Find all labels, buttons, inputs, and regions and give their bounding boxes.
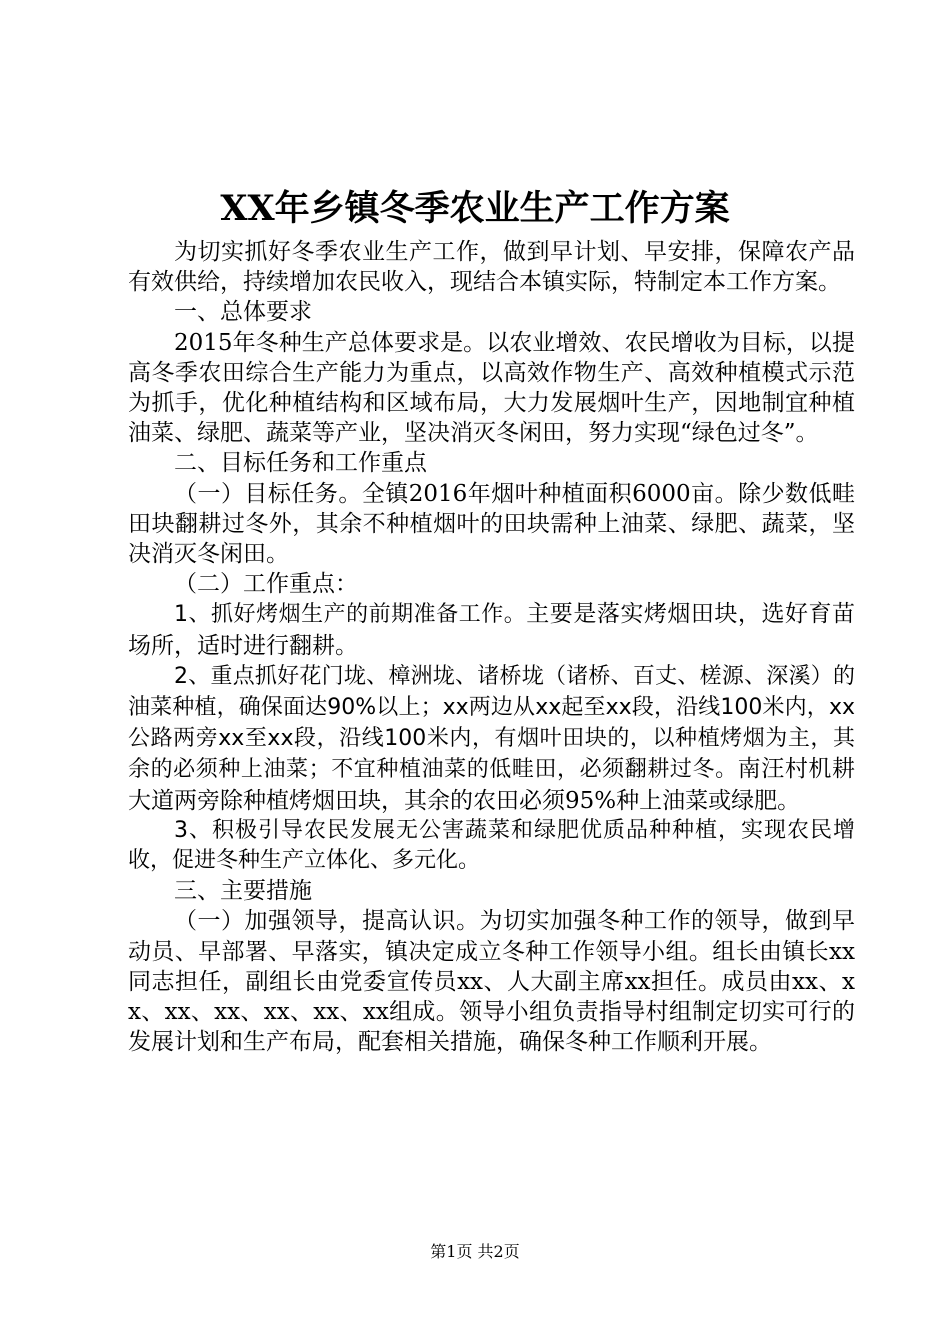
item-2-lead: 2、重点抓好花门垅、樟洲垅、诸桥垅（诸桥、百丈、槎源、深溪）的油菜种植，确保面达90%以上；xx两边从xx起至xx段，沿线100米内，xx公路两旁xx至xx段，沿线100米内，有烟叶田块的，以种植烤烟为主，其余的必须种上油菜；不宜种植油菜的低畦田，必须翻耕过冬。 xyxy=(128,663,855,783)
document-body xyxy=(128,237,855,1057)
section-2-sub-1-text: 全镇2016年烟叶种植面积6000亩。除少数低畦田块翻耕过冬外，其余不种植烟叶的田块需种上油菜、绿肥、蔬菜，坚决消灭冬闲田。 xyxy=(128,480,856,568)
section-2-sub-2-label: （二）工作重点： xyxy=(174,571,358,598)
item-3-paragraph: 3、积极引导农民发展无公害蔬菜和绿肥优质品种种植，实现农民增收，促进冬种生产立体化、多元化。 xyxy=(128,817,855,874)
section-2-sub-1-paragraph xyxy=(128,479,855,570)
section-3-heading: 三、主要措施 xyxy=(174,878,312,905)
item-1-lead: 1、抓好烤烟生产的前期准备工作。 xyxy=(174,602,527,628)
section-2-heading: 二、目标任务和工作重点 xyxy=(174,450,427,477)
section-3-sub-1-label: （一）加强领导，提高认识。 xyxy=(174,908,480,935)
item-2-paragraph xyxy=(128,661,855,816)
section-3-sub-1-paragraph xyxy=(128,906,855,1057)
item-1-paragraph xyxy=(128,599,855,660)
section-2-sub-1-label: （一）目标任务。 xyxy=(174,480,362,507)
item-2-text: 南汪村机耕大道两旁除种植烤烟田块，其余的农田必须95%种上油菜或绿肥。 xyxy=(128,756,855,814)
document-title: XX年乡镇冬季农业生产工作方案 xyxy=(220,188,730,229)
section-3-sub-1-text: 为切实加强冬种工作的领导，做到早动员、早部署、早落实，镇决定成立冬种工作领导小组。组长由镇长xx同志担任，副组长由党委宣传员xx、人大副主席xx担任。成员由xx、xx、xx、xx、xx、xx、xx组成。领导小组负责指导村组制定切实可行的发展计划和生产布局，配套相关措施，确保冬种工作顺利开展。 xyxy=(128,908,855,1056)
section-1-heading: 一、总体要求 xyxy=(174,299,312,326)
item-1-text: 主要是落实烤烟田块，选好育苗场所，适时进行翻耕。 xyxy=(128,601,856,659)
intro-paragraph: 为切实抓好冬季农业生产工作，做到早计划、早安排，保障农产品有效供给，持续增加农民收入，现结合本镇实际，特制定本工作方案。 xyxy=(128,239,855,296)
section-1-paragraph: 2015年冬种生产总体要求是。以农业增效、农民增收为目标，以提高冬季农田综合生产能力为重点，以高效作物生产、高效种植模式示范为抓手，优化种植结构和区域布局，大力发展烟叶生产，因地制宜种植油菜、绿肥、蔬菜等产业，坚决消灭冬闲田，努力实现“绿色过冬”。 xyxy=(128,329,855,447)
page-footer: 第1页 共2页 xyxy=(430,1242,520,1261)
